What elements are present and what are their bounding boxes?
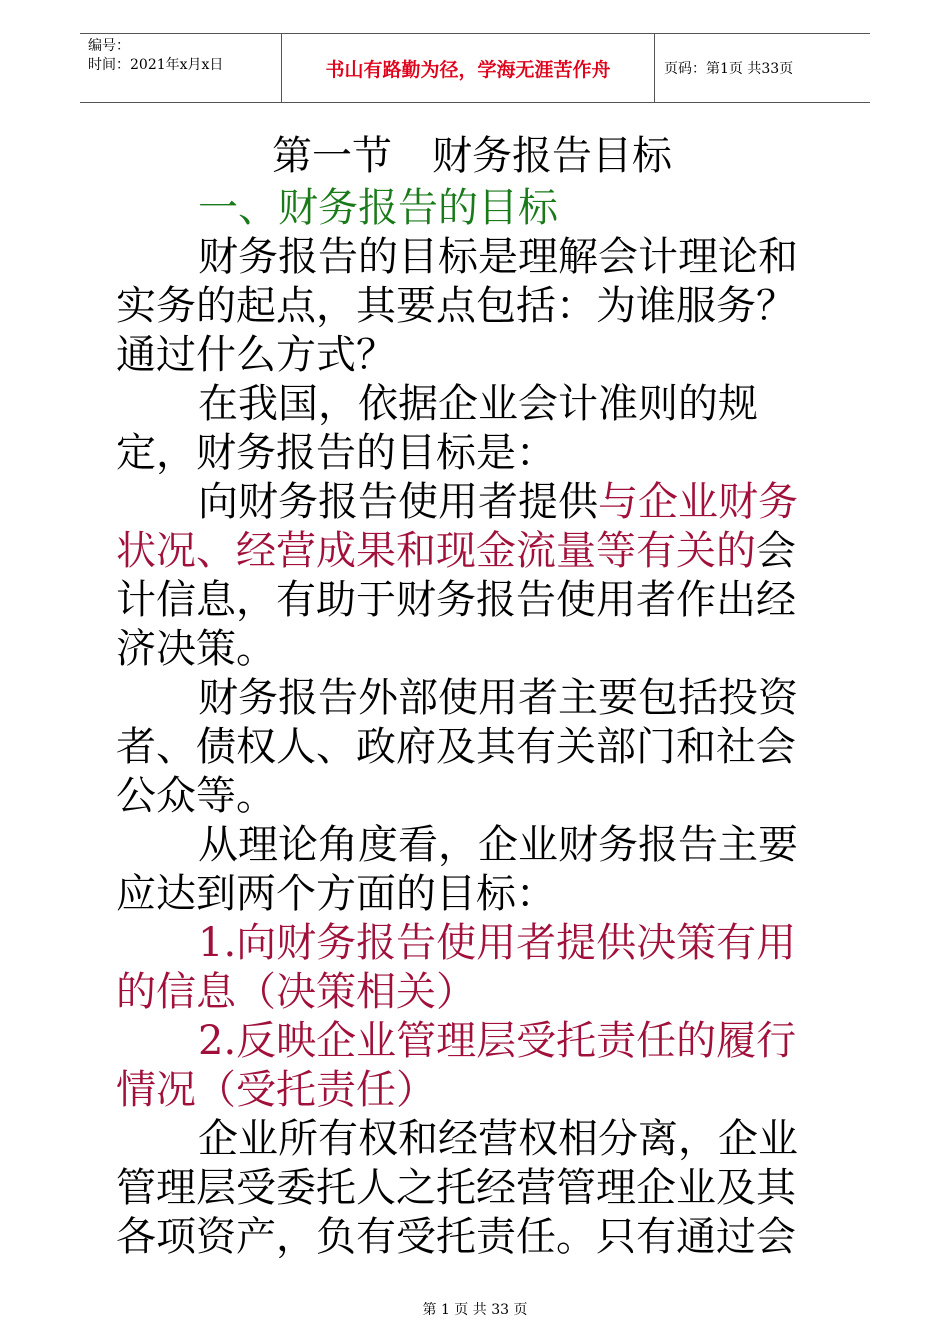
list-item-2: 2.反映企业管理层受托责任的履行情况（受托责任）	[116, 1018, 797, 1113]
header-motto: 书山有路勤为径，学海无涯苦作舟	[281, 34, 655, 102]
subheading: 一、财务报告的目标	[198, 185, 558, 231]
number-label: 编号：	[88, 38, 130, 54]
paragraph-4: 财务报告外部使用者主要包括投资者、债权人、政府及其有关部门和社会公众等。	[116, 675, 798, 819]
paragraph-5: 从理论角度看，企业财务报告主要应达到两个方面的目标：	[116, 822, 798, 917]
time-label: 时间：2021年x月x日	[88, 57, 224, 73]
paragraph-1: 财务报告的目标是理解会计理论和实务的起点，其要点包括：为谁服务？通过什么方式？	[116, 234, 798, 378]
section-title: 第一节 财务报告目标	[272, 133, 672, 179]
paragraph-3-highlight: 与企业财务状况、经营成果和现金流量等有关的	[116, 479, 798, 574]
page-header	[80, 33, 870, 103]
header-meta	[80, 34, 281, 102]
paragraph-3-part-c: 会计信息，有助于财务报告使用者作出经济决策。	[116, 528, 796, 672]
paragraph-3-part-a: 向财务报告使用者提供	[198, 479, 598, 525]
list-item-1: 1.向财务报告使用者提供决策有用的信息（决策相关）	[116, 920, 797, 1015]
paragraph-3	[116, 478, 828, 674]
document-body	[116, 129, 828, 1262]
paragraph-6: 企业所有权和经营权相分离，企业管理层受委托人之托经营管理企业及其各项资产，负有受托责任。只有通过会	[116, 1116, 798, 1260]
page-footer: 第 1 页 共 33 页	[422, 1302, 528, 1318]
paragraph-2: 在我国，依据企业会计准则的规定，财务报告的目标是：	[116, 381, 758, 476]
header-page-info: 页码：第1页 共33页	[664, 61, 794, 77]
